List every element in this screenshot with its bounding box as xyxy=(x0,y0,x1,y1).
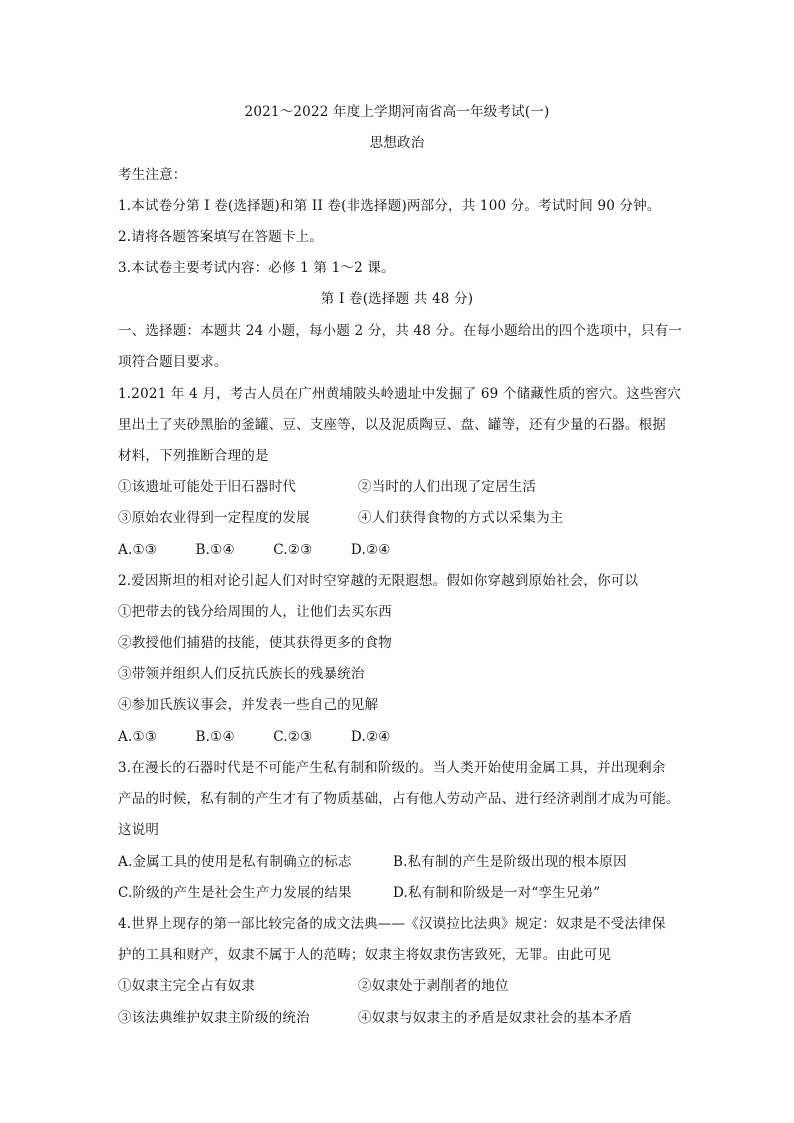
question-2-statement: ③带领并组织人们反抗氏族长的残暴统治 xyxy=(118,666,365,682)
option-d[interactable]: D.私有制和阶级是一对“孪生兄弟” xyxy=(393,885,601,901)
question-3-stem: 产品的时候，私有制的产生才有了物质基础，占有他人劳动产品、进行经济剥削才成为可能。 xyxy=(118,791,680,807)
option-a[interactable]: A.金属工具的使用是私有制确立的标志 xyxy=(118,854,352,870)
option-c[interactable]: C.②③ xyxy=(273,729,313,745)
question-4-stem: 护的工具和财产，奴隶不属于人的范畴；奴隶主将奴隶伤害致死，无罪。由此可见 xyxy=(118,947,612,963)
option-d[interactable]: D.②④ xyxy=(350,729,391,745)
notice-item: 1.本试卷分第 I 卷(选择题)和第 II 卷(非选择题)两部分，共 100 分。考试时间 90 分钟。 xyxy=(118,198,661,214)
statement: ④奴隶与奴隶主的矛盾是奴隶社会的基本矛盾 xyxy=(358,1010,632,1026)
option-d[interactable]: D.②④ xyxy=(350,542,391,558)
question-1-stem: 材料，下列推断合理的是 xyxy=(118,448,269,464)
question-1-options xyxy=(118,541,425,559)
statement: ①该遗址可能处于旧石器时代 xyxy=(118,479,297,495)
question-1-statement-row xyxy=(118,478,678,496)
statement: ②奴隶处于剥削者的地位 xyxy=(358,978,509,994)
question-4-statement-row xyxy=(118,977,678,995)
question-2-statement: ②教授他们捕猎的技能，使其获得更多的食物 xyxy=(118,635,392,651)
option-c[interactable]: C.②③ xyxy=(273,542,313,558)
option-a[interactable]: A.①③ xyxy=(118,542,158,558)
question-2-statement: ①把带去的钱分给周围的人，让他们去买东西 xyxy=(118,604,392,620)
question-3-option-row xyxy=(118,884,678,902)
question-2-stem: 2.爱因斯坦的相对论引起人们对时空穿越的无限遐想。假如你穿越到原始社会，你可以 xyxy=(118,573,639,589)
statement: ②当时的人们出现了定居生活 xyxy=(358,479,537,495)
question-3-option-row xyxy=(118,853,678,871)
option-a[interactable]: A.①③ xyxy=(118,729,158,745)
option-b[interactable]: B.私有制的产生是阶级出现的根本原因 xyxy=(393,854,627,870)
statement: ④人们获得食物的方式以采集为主 xyxy=(358,510,564,526)
question-2-statement: ④参加氏族议事会，并发表一些自己的见解 xyxy=(118,697,379,713)
question-1-statement-row xyxy=(118,509,678,527)
notice-item: 3.本试卷主要考试内容：必修 1 第 1～2 课。 xyxy=(118,260,395,276)
question-3-stem: 3.在漫长的石器时代是不可能产生私有制和阶级的。当人类开始使用金属工具，并出现剩余 xyxy=(118,760,666,776)
exam-title: 2021～2022 年度上学期河南省高一年级考试(一) xyxy=(244,104,550,120)
section-title: 第 I 卷(选择题 共 48 分) xyxy=(320,291,474,307)
question-2-options xyxy=(118,728,425,746)
statement: ③该法典维护奴隶主阶级的统治 xyxy=(118,1010,310,1026)
notice-heading: 考生注意： xyxy=(118,167,187,183)
question-4-stem: 4.世界上现存的第一部比较完备的成文法典——《汉谟拉比法典》规定：奴隶是不受法律保 xyxy=(118,916,666,932)
question-1-stem: 里出土了夹砂黑胎的釜罐、豆、支座等，以及泥质陶豆、盘、罐等，还有少量的石器。根据 xyxy=(118,417,666,433)
option-c[interactable]: C.阶级的产生是社会生产力发展的结果 xyxy=(118,885,352,901)
statement: ③原始农业得到一定程度的发展 xyxy=(118,510,310,526)
section-instructions: 一、选择题：本题共 24 小题，每小题 2 分，共 48 分。在每小题给出的四个选项中，只有一 xyxy=(118,323,683,339)
question-4-statement-row xyxy=(118,1009,678,1027)
exam-subject: 思想政治 xyxy=(369,135,425,151)
option-b[interactable]: B.①④ xyxy=(195,542,235,558)
statement: ①奴隶主完全占有奴隶 xyxy=(118,978,255,994)
option-b[interactable]: B.①④ xyxy=(195,729,235,745)
question-1-stem: 1.2021 年 4 月，考古人员在广州黄埔陂头岭遗址中发掘了 69 个储藏性质的窖穴。这些窖穴 xyxy=(118,386,682,402)
question-3-stem: 这说明 xyxy=(118,822,160,838)
section-instructions: 项符合题目要求。 xyxy=(118,354,228,370)
notice-item: 2.请将各题答案填写在答题卡上。 xyxy=(118,229,324,245)
